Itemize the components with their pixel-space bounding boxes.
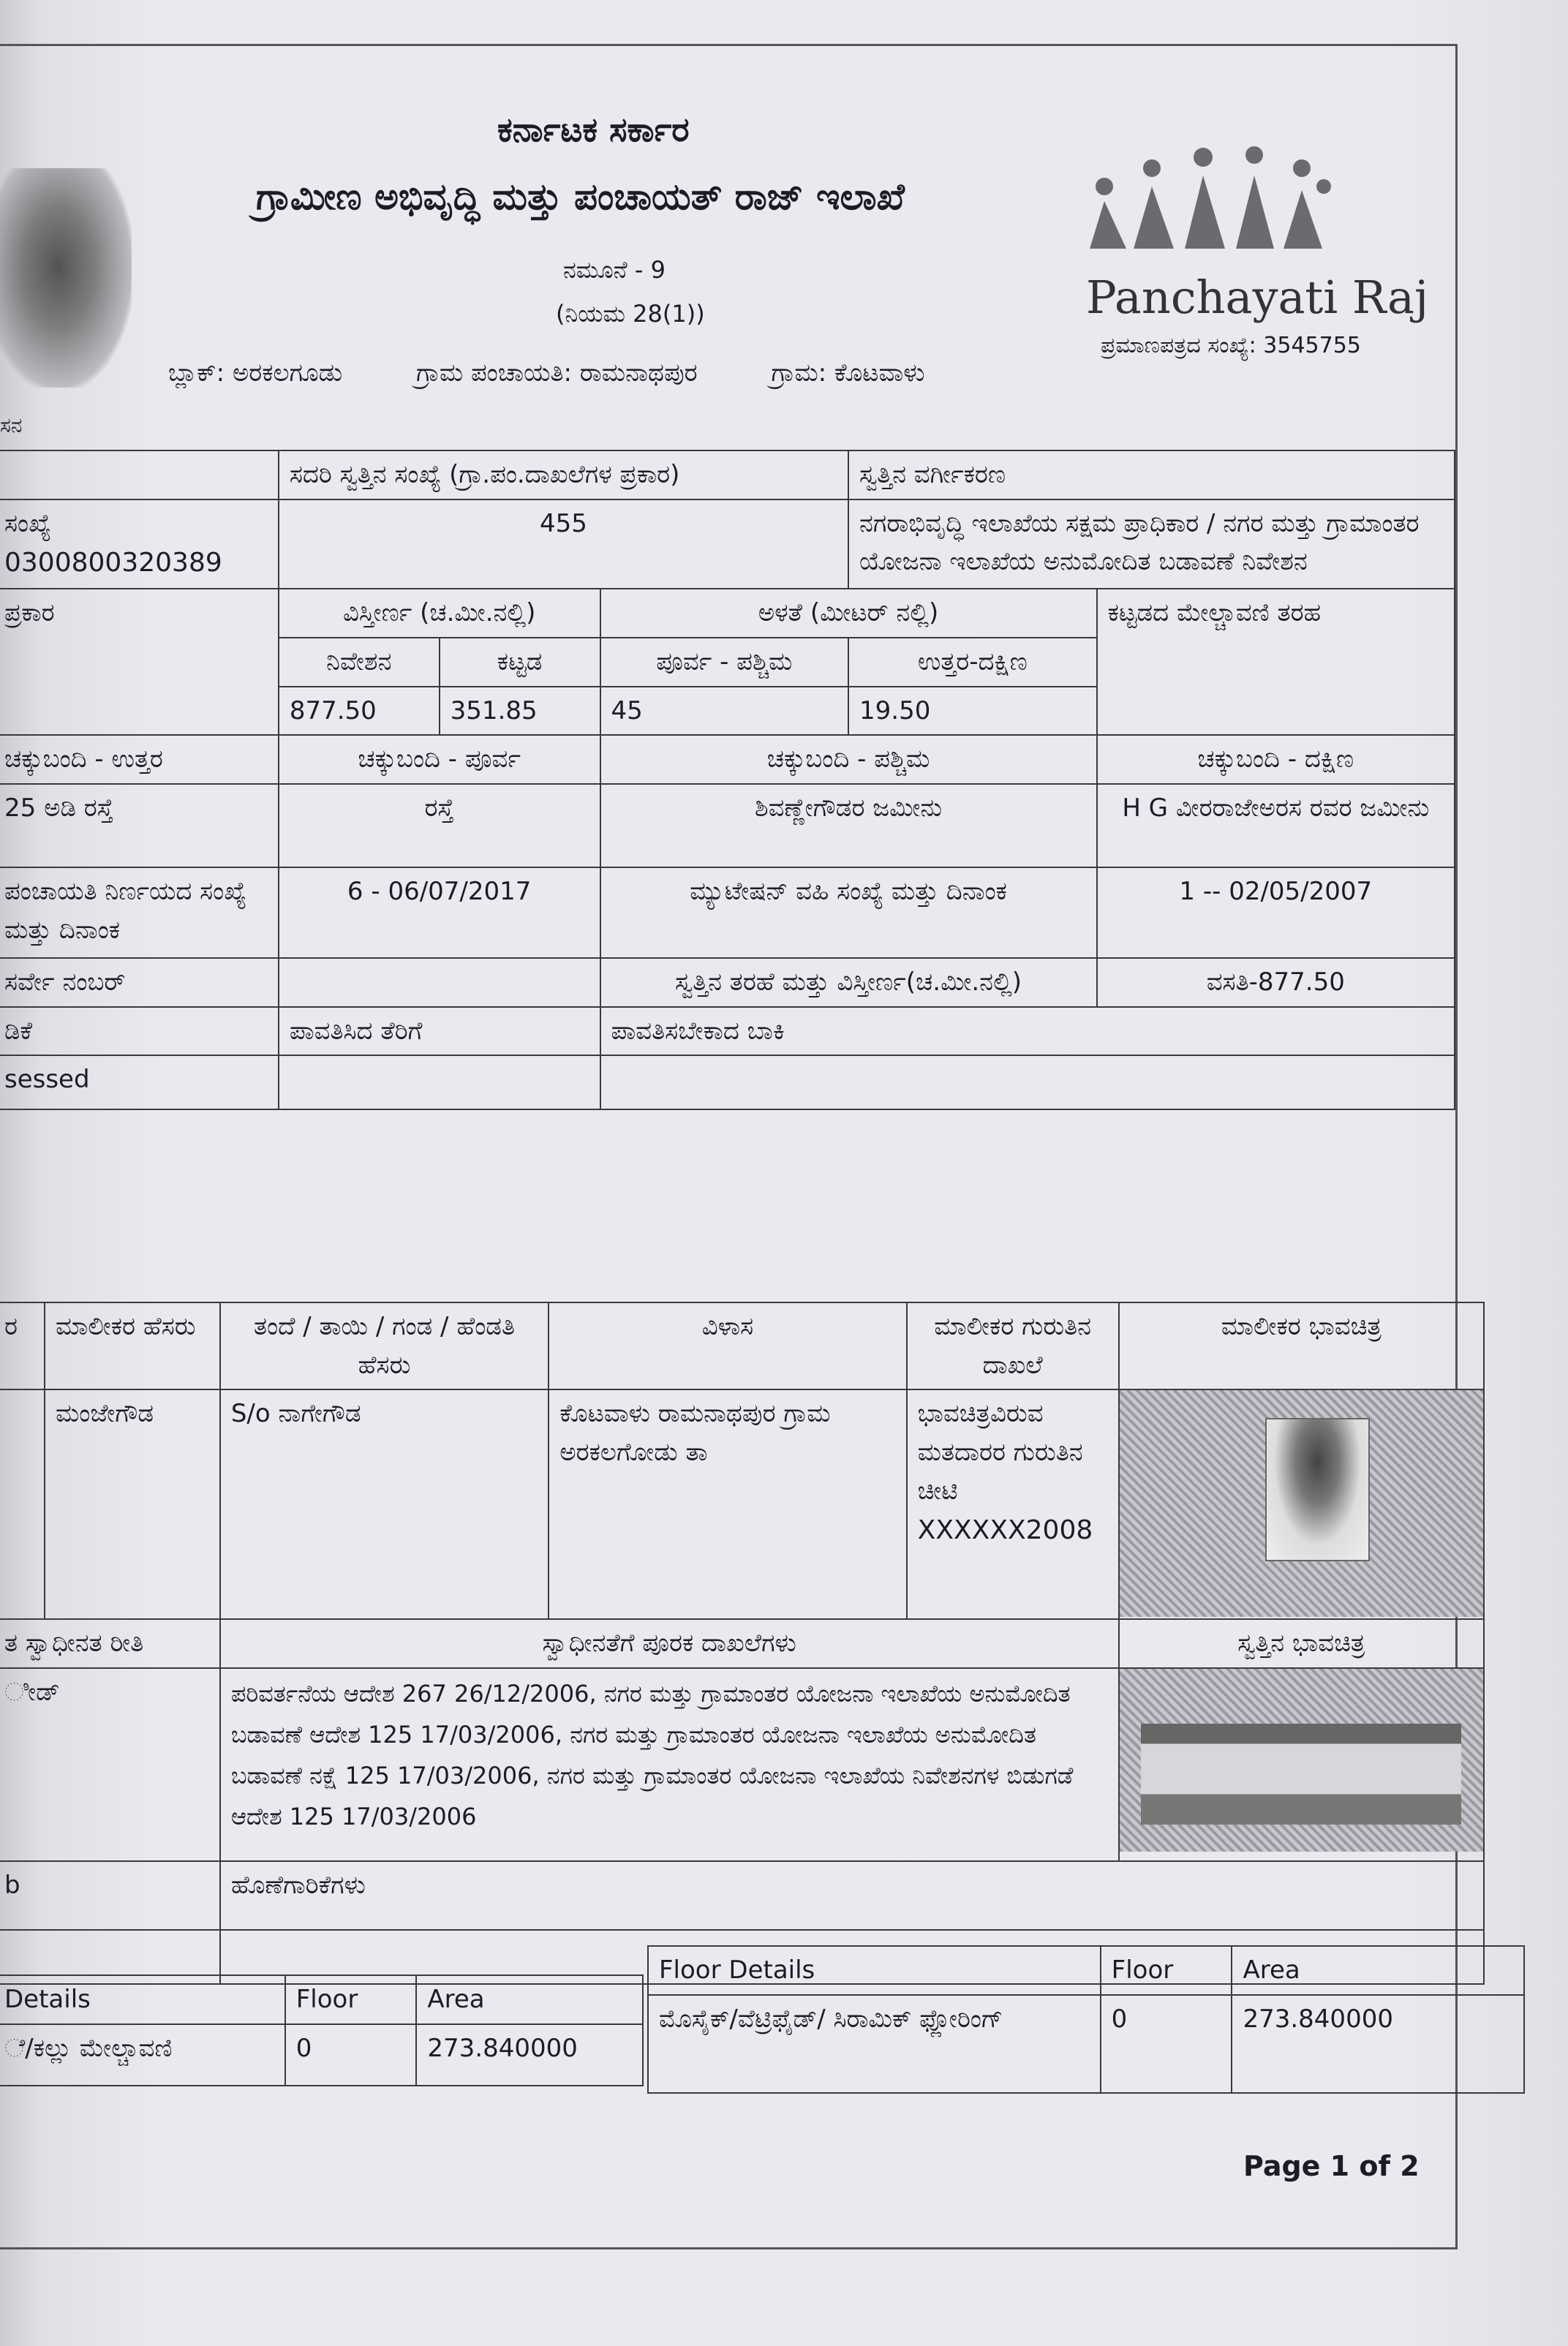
property-details-table: [0, 450, 1455, 1110]
table-row: [0, 784, 1455, 867]
survey-number-label: ಸರ್ವೇ ನಂಬರ್: [0, 958, 279, 1007]
rule-reference: (ನಿಯಮ 28(1)): [556, 300, 705, 328]
tax-row-label: ಡಿಕೆ: [0, 1007, 279, 1056]
parent-name-header: ತಂದೆ / ತಾಯಿ / ಗಂಡ / ಹೆಂಡತಿ ಹೆಸರು: [220, 1302, 549, 1389]
table-row: [0, 2024, 643, 2086]
table-row: [0, 1668, 1484, 1861]
table-row: [0, 1302, 1484, 1389]
south-boundary-label: ಚಕ್ಕುಬಂದಿ - ದಕ್ಷಿಣ: [1097, 735, 1455, 784]
table-row: [0, 1975, 643, 2024]
owner-id-number: XXXXXX2008: [917, 1515, 1093, 1546]
mutation-label: ಮ್ಯುಟೇಷನ್ ವಹಿ ಸಂಖ್ಯೆ ಮತ್ತು ದಿನಾಂಕ: [600, 867, 1097, 958]
classification-value: ನಗರಾಭಿವೃದ್ಧಿ ಇಲಾಖೆಯ ಸಕ್ಷಮ ಪ್ರಾಧಿಕಾರ / ನಗರ ಮತ್ತು ಗ್ರಾಮಾಂತರ ಯೋಜನಾ ಇಲಾಖೆಯ ಅನುಮೋದಿತ ಬಡಾವಣೆ ನಿವೇಶನ: [848, 499, 1455, 589]
state-emblem: [0, 168, 132, 388]
table-row: [0, 1619, 1484, 1668]
owner-name: ಮಂಜೇಗೌಡ: [45, 1389, 220, 1619]
table-row: [0, 867, 1455, 958]
property-number: 455: [279, 499, 848, 589]
owner-id-header: ಮಾಲೀಕರ ಗುರುತಿನ ದಾಖಲೆ: [907, 1302, 1119, 1389]
area-header: ವಿಸ್ತೀರ್ಣ (ಚ.ಮೀ.ನಲ್ಲಿ): [279, 589, 600, 638]
table-row: [648, 1995, 1524, 2093]
north-south-label: ಉತ್ತರ-ದಕ್ಷಿಣ: [848, 638, 1097, 687]
tax-due-label: ಪಾವತಿಸಬೇಕಾದ ಬಾಕಿ: [600, 1007, 1455, 1056]
north-boundary-value: 25 ಅಡಿ ರಸ್ತೆ: [0, 784, 279, 867]
roof-type-header: ಕಟ್ಟಡದ ಮೇಲ್ಚಾವಣಿ ತರಹ: [1097, 589, 1455, 735]
emblem-caption: ಸನ: [0, 413, 23, 437]
east-boundary-value: ರಸ್ತೆ: [279, 784, 600, 867]
measurement-header: ಅಳತೆ (ಮೀಟರ್ ನಲ್ಲಿ): [600, 589, 1097, 638]
address-header: ವಿಳಾಸ: [549, 1302, 906, 1389]
owner-address: ಕೊಟವಾಳು ರಾಮನಾಥಪುರ ಗ್ರಾಮ ಅರಕಲಗೋಡು ತಾ: [549, 1389, 906, 1619]
property-type-label: ಸ್ವತ್ತಿನ ತರಹೆ ಮತ್ತು ವಿಸ್ತೀರ್ಣ(ಚ.ಮೀ.ನಲ್ಲಿ): [600, 958, 1097, 1007]
south-boundary-value: H G ವೀರರಾಜೇಅರಸ ರವರ ಜಮೀನು: [1097, 784, 1455, 867]
ownership-method-label: ತ ಸ್ವಾಧೀನತ ರೀತಿ: [0, 1619, 220, 1668]
roof-details: ಕಲ್ಲು ಮೇಲ್ಚಾವಣಿ: [33, 2033, 173, 2063]
certificate-number: ಪ್ರಮಾಣಪತ್ರದ ಸಂಖ್ಯೆ: 3545755: [1101, 333, 1361, 358]
floor-number: 0: [285, 2024, 417, 2086]
ownership-docs-header: ಸ್ವಾಧೀನತೆಗೆ ಪೂರಕ ದಾಖಲೆಗಳು: [220, 1619, 1119, 1668]
type-label: ಪ್ರಕಾರ: [0, 589, 279, 735]
property-no-header: ಸದರಿ ಸ್ವತ್ತಿನ ಸಂಖ್ಯೆ (ಗ್ರಾ.ಪಂ.ದಾಖಲೆಗಳ ಪ್ರಕಾರ): [279, 450, 848, 499]
location-line: [168, 358, 991, 388]
serial-no-header: ರ: [0, 1302, 45, 1389]
owner-photo: [1120, 1390, 1483, 1617]
panchayati-raj-logo-text: Panchayati Raj: [1086, 271, 1429, 324]
page-number: Page 1 of 2: [1243, 2150, 1420, 2182]
ownership-docs-value: ಪರಿವರ್ತನೆಯ ಆದೇಶ 267 26/12/2006, ನಗರ ಮತ್ತು ಗ್ರಾಮಾಂತರ ಯೋಜನಾ ಇಲಾಖೆಯ ಅನುಮೋದಿತ ಬಡಾವಣೆ ಆದೇಶ 125 17/03/2006, ನಗರ ಮತ್ತು ಗ್ರಾಮಾಂತರ ಯೋಜನಾ ಇಲಾಖೆಯ ಅನುಮೋದಿತ ಬಡಾವಣೆ ನಕ್ಷೆ 125 17/03/2006, ನಗರ ಮತ್ತು ಗ್ರಾಮಾಂತರ ಯೋಜನಾ ಇಲಾಖೆಯ ನಿವೇಶನಗಳ ಬಿಡುಗಡೆ ಆದೇಶ 125 17/03/2006: [220, 1668, 1119, 1861]
site-label: ನಿವೇಶನ: [279, 638, 440, 687]
floor-header: Floor: [285, 1975, 417, 2024]
mutation-value: 1 -- 02/05/2007: [1097, 867, 1455, 958]
property-photo: [1120, 1669, 1483, 1852]
classification-header: ಸ್ವತ್ತಿನ ವರ್ಗೀಕರಣ: [848, 450, 1455, 499]
tax-paid-label: ಪಾವತಿಸಿದ ತೆರಿಗೆ: [279, 1007, 600, 1056]
flooring-details: ಮೊಸೈಕ್/ವೆಟ್ರಿಫೈಡ್/ ಸಿರಾಮಿಕ್ ಫ್ಲೋರಿಂಗ್: [648, 1995, 1101, 2093]
owner-photo-header: ಮಾಲೀಕರ ಭಾವಚಿತ್ರ: [1119, 1302, 1484, 1389]
owner-id-doc: ಭಾವಚಿತ್ರವಿರುವ ಮತದಾರರ ಗುರುತಿನ ಚೀಟಿ: [917, 1399, 1083, 1506]
table-row: [0, 589, 1455, 638]
area-header: Area: [416, 1975, 643, 2024]
east-boundary-label: ಚಕ್ಕುಬಂದಿ - ಪೂರ್ವ: [279, 735, 600, 784]
floor-area: 273.840000: [1232, 1995, 1524, 2093]
gram-panchayat-name: ಗ್ರಾಮ ಪಂಚಾಯತಿ: ರಾಮನಾಥಪುರ: [415, 358, 698, 388]
details-header: Details: [0, 1975, 285, 2024]
site-area: 877.50: [279, 687, 440, 736]
department-title: ಗ್ರಾಮೀಣ ಅಭಿವೃದ್ಧಿ ಮತ್ತು ಪಂಚಾಯತ್ ರಾಜ್ ಇಲಾಖೆ: [256, 176, 905, 218]
floor-details-right: [647, 1945, 1525, 2094]
north-boundary-label: ಚಕ್ಕುಬಂದಿ - ಉತ್ತರ: [0, 735, 279, 784]
parent-name: S/o ನಾಗೇಗೌಡ: [220, 1389, 549, 1619]
panchayati-raj-logo-icon: [1082, 146, 1346, 256]
north-south-length: 19.50: [848, 687, 1097, 736]
table-row: [648, 1946, 1524, 1995]
liabilities-left-label: b: [0, 1861, 220, 1930]
west-boundary-value: ಶಿವಣ್ಣೇಗೌಡರ ಜಮೀನು: [600, 784, 1097, 867]
west-boundary-label: ಚಕ್ಕುಬಂದಿ - ಪಶ್ಚಿಮ: [600, 735, 1097, 784]
owner-name-header: ಮಾಲೀಕರ ಹೆಸರು: [45, 1302, 220, 1389]
east-west-label: ಪೂರ್ವ - ಪಶ್ಚಿಮ: [600, 638, 849, 687]
roof-details-prefix: ೆ/: [4, 2033, 34, 2063]
floor-header: Floor: [1101, 1946, 1232, 1995]
table-row: [0, 958, 1455, 1007]
property-id: 0300800320389: [4, 548, 222, 578]
resolution-value: 6 - 06/07/2017: [279, 867, 600, 958]
village-name: ಗ್ರಾಮ: ಕೊಟವಾಳು: [771, 358, 925, 388]
floor-details-left: [0, 1975, 644, 2086]
assessed-label: sessed: [0, 1055, 279, 1109]
form-number: ನಮೂನೆ - 9: [563, 256, 666, 284]
property-type-value: ವಸತಿ-877.50: [1097, 958, 1455, 1007]
floor-area: 273.840000: [416, 2024, 643, 2086]
number-label: ಸಂಖ್ಯೆ: [4, 508, 51, 538]
table-row: [0, 1007, 1455, 1056]
block-name: ಬ್ಲಾಕ್: ಅರಕಲಗೂಡು: [168, 358, 343, 388]
property-photo-header: ಸ್ವತ್ತಿನ ಭಾವಚಿತ್ರ: [1119, 1619, 1484, 1668]
building-area: 351.85: [440, 687, 600, 736]
area-header: Area: [1232, 1946, 1524, 1995]
ownership-method-value: ೀಡ್: [0, 1668, 220, 1861]
floor-details-header: Floor Details: [648, 1946, 1101, 1995]
table-row: [0, 499, 1455, 589]
table-row: [0, 450, 1455, 499]
floor-number: 0: [1101, 1995, 1232, 2093]
liabilities-header: ಹೊಣೆಗಾರಿಕೆಗಳು: [220, 1861, 1484, 1930]
building-label: ಕಟ್ಟಡ: [440, 638, 600, 687]
east-west-length: 45: [600, 687, 849, 736]
table-row: [0, 1055, 1455, 1109]
table-row: [0, 1861, 1484, 1930]
owner-table: [0, 1302, 1485, 1985]
table-row: [0, 1389, 1484, 1619]
government-title: ಕರ್ನಾಟಕ ಸರ್ಕಾರ: [497, 110, 690, 149]
table-row: [0, 735, 1455, 784]
resolution-label: ಪಂಚಾಯತಿ ನಿರ್ಣಯದ ಸಂಖ್ಯೆ ಮತ್ತು ದಿನಾಂಕ: [0, 867, 279, 958]
